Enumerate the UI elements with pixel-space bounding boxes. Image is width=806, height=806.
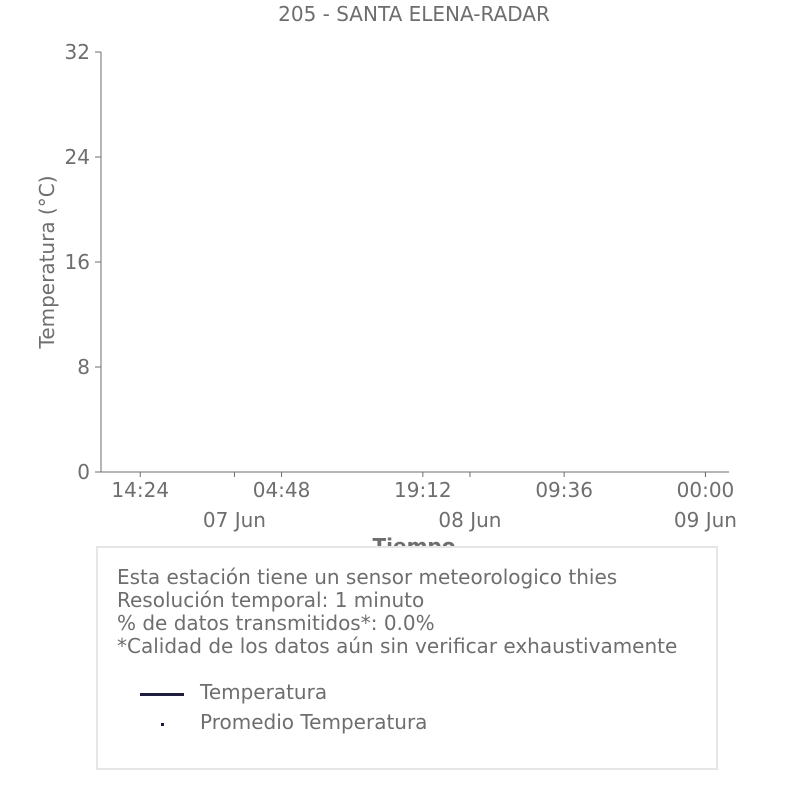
x-tick-label-time: 09:36 — [535, 478, 593, 502]
y-tick-label: 8 — [77, 355, 90, 379]
legend-line-marker — [140, 693, 184, 696]
y-tick-label: 0 — [77, 460, 90, 484]
x-tick-label-date: 09 Jun — [673, 508, 737, 532]
x-tick-label-time: 04:48 — [252, 478, 311, 502]
legend-dot-marker — [161, 723, 164, 726]
chart-title: 205 - SANTA ELENA-RADAR — [278, 2, 550, 26]
legend-label: Promedio Temperatura — [200, 710, 428, 734]
info-sensor: Esta estación tiene un sensor meteorologico thies — [117, 565, 618, 589]
x-tick-label-date: 07 Jun — [202, 508, 266, 532]
y-tick-label: 16 — [64, 250, 90, 274]
y-ticks — [65, 40, 101, 484]
x-tick-label-time: 19:12 — [394, 478, 452, 502]
legend-label: Temperatura — [200, 680, 328, 704]
info-transmitted: % de datos transmitidos*: 0.0% — [117, 611, 435, 635]
x-tick-label-date: 08 Jun — [438, 508, 502, 532]
info-box — [96, 546, 718, 770]
x-tick-label-time: 14:24 — [111, 478, 170, 502]
info-lines — [117, 566, 677, 658]
x-ticks — [111, 472, 737, 532]
info-quality: *Calidad de los datos aún sin verificar exhaustivamente — [117, 634, 678, 658]
y-tick-label: 24 — [64, 145, 90, 169]
info-resolution: Resolución temporal: 1 minuto — [117, 588, 425, 612]
y-tick-label: 32 — [64, 40, 90, 64]
y-axis-label: Temperatura (°C) — [35, 175, 59, 349]
x-tick-label-time: 00:00 — [676, 478, 735, 502]
